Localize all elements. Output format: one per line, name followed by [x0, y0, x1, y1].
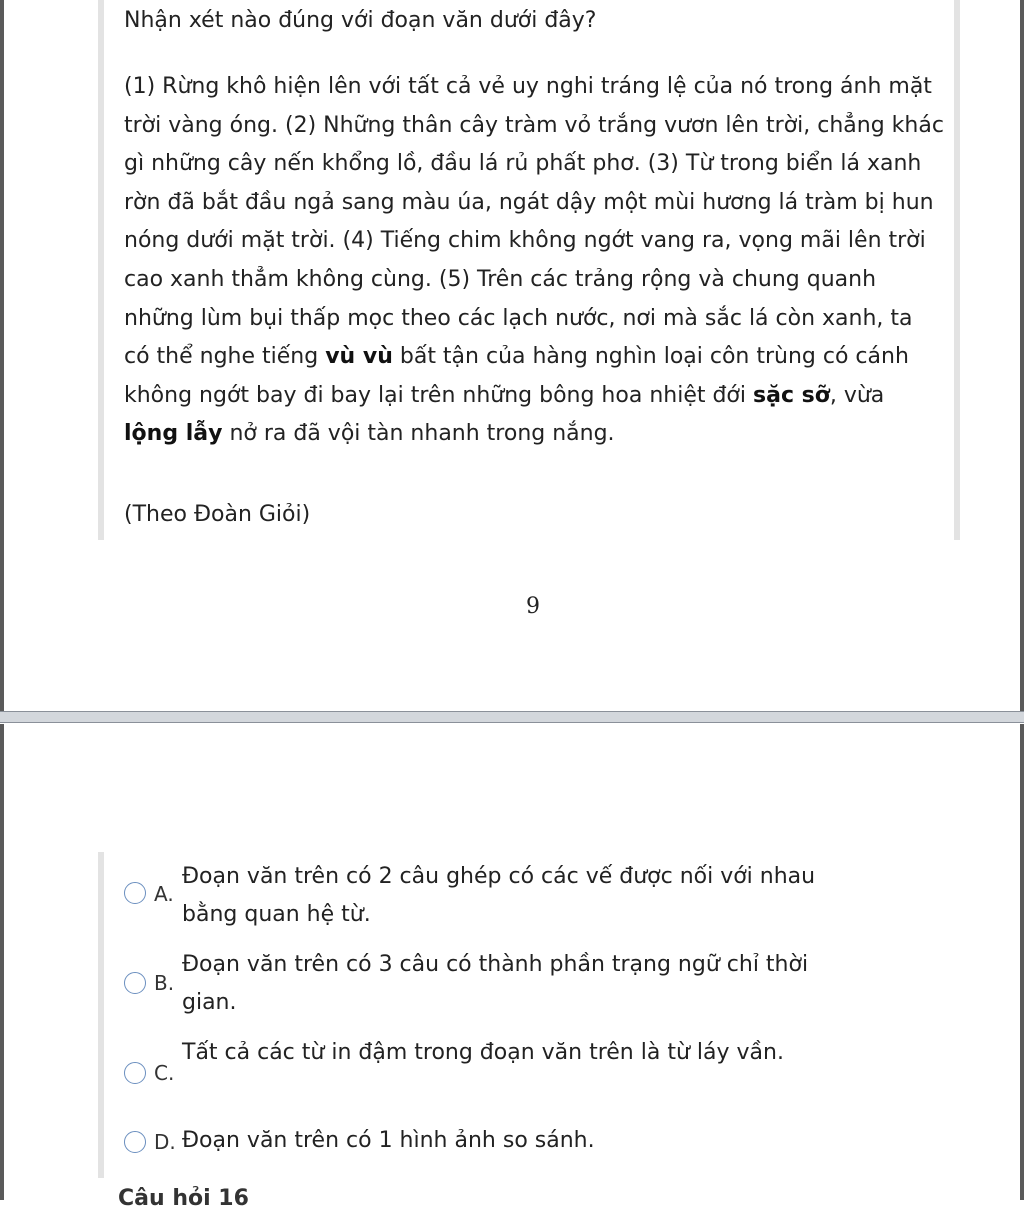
radio-option-a[interactable] — [124, 882, 146, 904]
bold-word-long-lay: lộng lẫy — [124, 421, 223, 447]
page-divider — [0, 711, 1024, 723]
bold-word-sac-so: sặc sỡ — [753, 382, 830, 408]
page2-right-border — [1020, 724, 1024, 1200]
page-left-border — [0, 0, 4, 712]
option-a-letter: A. — [154, 882, 174, 906]
option-b-text: Đoạn văn trên có 3 câu có thành phần trạng ngữ chỉ thời gian. — [182, 952, 809, 1015]
option-d-letter: D. — [154, 1130, 176, 1154]
option-a-text: Đoạn văn trên có 2 câu ghép có các vế được nối với nhau bằng quan hệ từ. — [182, 864, 816, 927]
options-container-border — [98, 852, 104, 1178]
bold-word-vu-vu: vù vù — [325, 344, 393, 370]
option-b-letter: B. — [154, 971, 175, 995]
passage-part-4: nở ra đã vội tàn nhanh trong nắng. — [222, 421, 615, 447]
passage-part-1: (1) Rừng khô hiện lên với tất cả vẻ uy nghi tráng lệ của nó trong ánh mặt trời vàng óng. (2) Những thân cây tràm vỏ trắng vươn lên trời, chẳng khác gì những cây nến khổng lồ, đầu lá rủ phất phơ. (3) Từ trong biển lá xanh rờn đã bắt đầu ngả sang màu úa, ngát dậy một mùi hương lá tràm bị hun nóng dưới mặt trời. (4) Tiếng chim không ngớt vang ra, vọng mãi lên trời cao xanh thẳm không cùng. (5) Trên các trảng rộng và chung quanh những lùm bụi thấp mọc theo các lạch nước, nơi mà sắc lá còn xanh, ta có thể nghe tiếng — [124, 74, 944, 370]
radio-option-b[interactable] — [124, 972, 146, 994]
passage-part-2: bất tận của hàng nghìn loại côn trùng có cánh không ngớt bay đi bay lại trên những bông hoa nhiệt đới — [124, 344, 909, 408]
radio-option-d[interactable] — [124, 1131, 146, 1153]
option-d-text: Đoạn văn trên có 1 hình ảnh so sánh. — [182, 1128, 595, 1153]
radio-option-c[interactable] — [124, 1062, 146, 1084]
option-c-letter: C. — [154, 1061, 175, 1085]
question-prompt: Nhận xét nào đúng với đoạn văn dưới đây? — [124, 8, 597, 33]
passage-part-3: , vừa — [829, 382, 885, 408]
passage-text — [124, 68, 944, 454]
page2-left-border — [0, 724, 4, 1200]
passage-source: (Theo Đoàn Giỏi) — [124, 502, 311, 527]
next-question-label: Câu hỏi 16 — [118, 1186, 249, 1211]
page-number: 9 — [526, 594, 540, 619]
page-right-border — [1020, 0, 1024, 712]
option-c-text: Tất cả các từ in đậm trong đoạn văn trên là từ láy vần. — [182, 1040, 784, 1065]
